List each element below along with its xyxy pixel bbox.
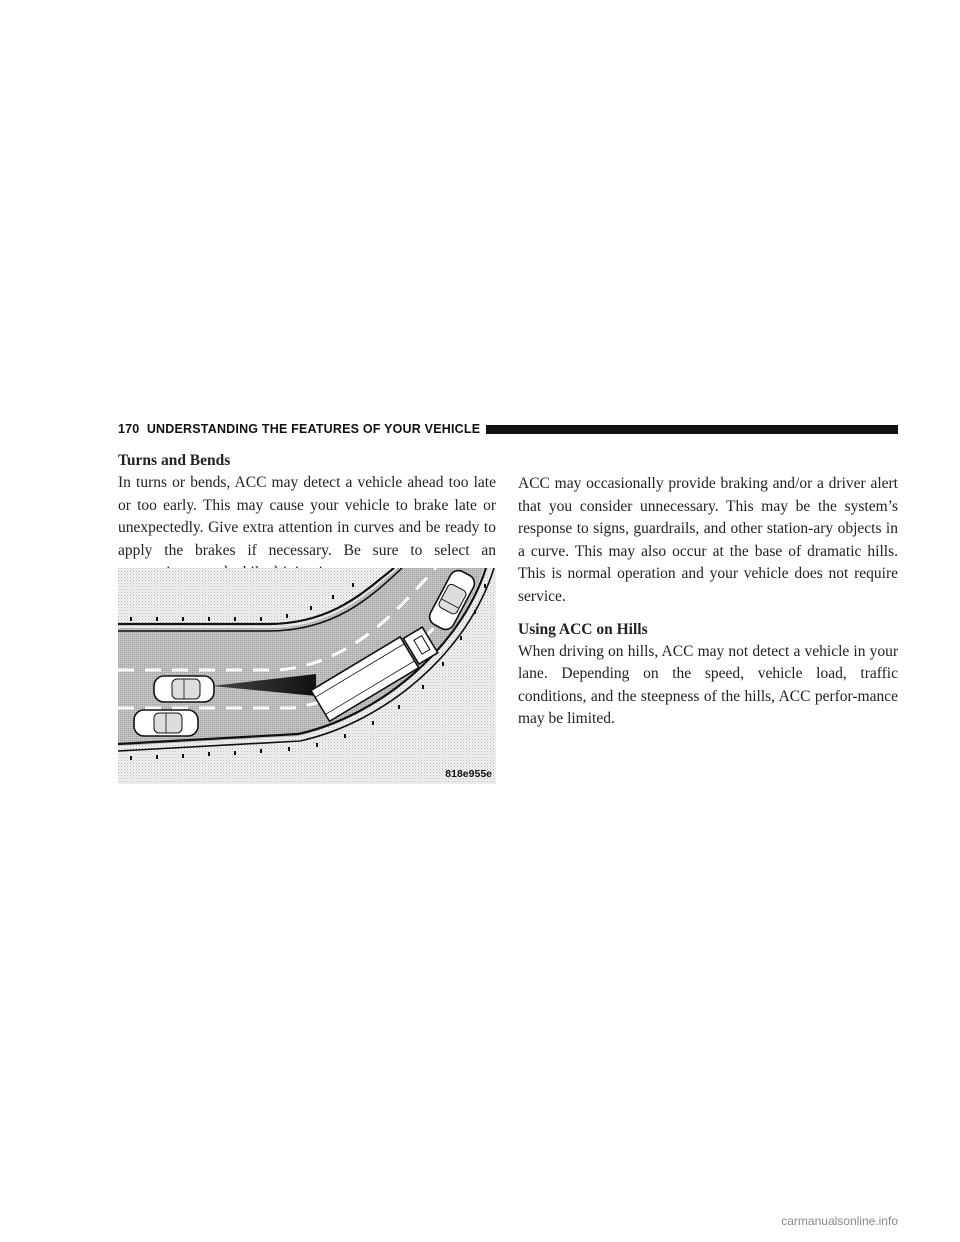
header-text <box>118 422 480 436</box>
page-header <box>118 420 898 438</box>
left-column <box>118 450 496 585</box>
section-title: UNDERSTANDING THE FEATURES OF YOUR VEHICLE <box>146 422 481 436</box>
page-number: 170 <box>118 422 140 436</box>
hills-paragraph: When driving on hills, ACC may not detect a vehicle in your lane. Depending on the speed, vehicle load, traffic conditions, and the steepness of the hills, ACC perfor-mance may be limited. <box>518 642 898 728</box>
turns-and-bends-paragraph: In turns or bends, ACC may detect a vehicle ahead too late or too early. This may cause your vehicle to brake late or unexpectedly. Give extra attention in curves and be ready to apply the brakes if necessary. Be sure to select an <box>118 474 496 559</box>
using-acc-on-hills-heading: Using ACC on Hills <box>518 620 648 638</box>
header-bar <box>486 425 898 434</box>
right-column <box>518 473 898 731</box>
turns-and-bends-heading: Turns and Bends <box>118 452 231 469</box>
watermark: carmanualsonline.info <box>781 1214 898 1228</box>
unnecessary-alert-paragraph: ACC may occasionally provide braking and/or a driver alert that you consider unnecessary. This may be the system’s response to signs, guardrails, and other station-ary objects in a curve. This may also occur at the base of dramatic hills. This is normal operation and your vehicle does not require service. <box>518 475 898 605</box>
adjacent-vehicle <box>134 710 198 736</box>
figure-id: 818e955e <box>445 768 492 780</box>
own-vehicle <box>154 676 214 702</box>
road-curve-drawing <box>118 568 496 784</box>
curve-illustration <box>118 568 496 784</box>
